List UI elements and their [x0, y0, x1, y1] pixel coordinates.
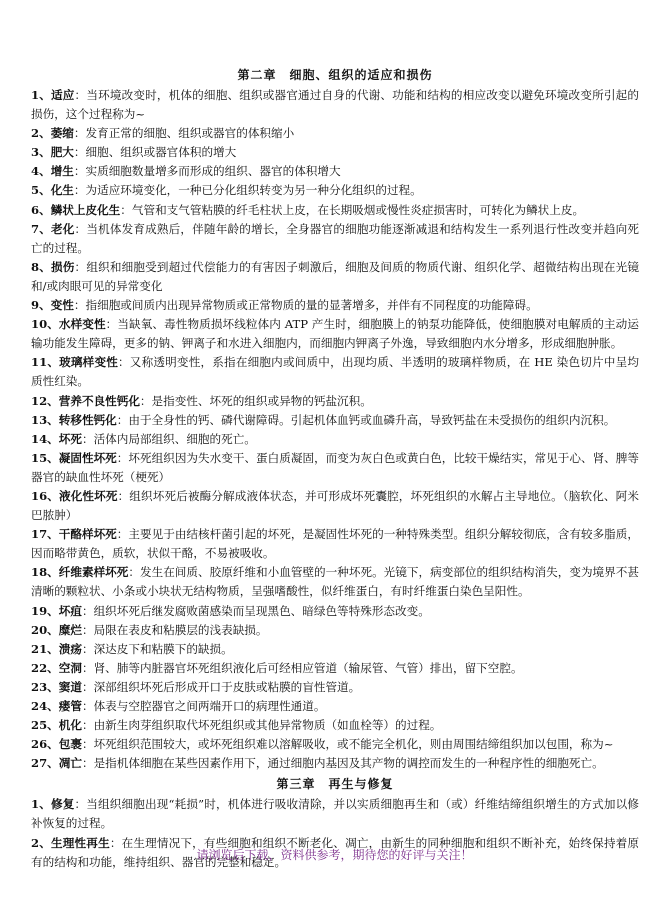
- definition-entry: 1、适应：当环境改变时，机体的细胞、组织或器官通过自身的代谢、功能和结构的相应改变以避免环境改变所引起的损伤，这个过程称为~: [31, 88, 639, 122]
- entry-number: 16: [31, 488, 48, 503]
- entry-term: 糜烂: [58, 622, 82, 637]
- chapter-2-entries: [31, 86, 639, 773]
- entry-term: 纤维素样坏死: [58, 565, 129, 580]
- entry-term: 肥大: [50, 145, 74, 160]
- entry-text: 发生在间质、胶原纤维和小血管壁的一种坏死。光镜下，病变部位的组织结构消失，变为境界不甚清晰的颗粒状、小条或小块状无结构物质，呈强嗜酸性，似纤维蛋白，有时纤维蛋白染色呈阳性。: [31, 565, 639, 599]
- entry-number: 14: [31, 431, 48, 446]
- entry-term: 玻璃样变性: [59, 355, 119, 370]
- entry-text: 组织坏死后继发腐败菌感染而呈现黑色、暗绿色等特殊形态改变。: [93, 603, 430, 618]
- entry-number: 9: [31, 298, 40, 313]
- entry-text: 深达皮下和粘膜下的缺损。: [93, 641, 233, 656]
- definition-entry: 25、机化：由新生肉芽组织取代坏死组织或其他异常物质（如血栓等）的过程。: [31, 718, 442, 733]
- definition-entry: 5、化生：为适应环境变化，一种已分化组织转变为另一种分化组织的过程。: [31, 183, 422, 198]
- entry-number: 1: [31, 88, 40, 102]
- definition-entry: 1、修复：当组织细胞出现“耗损”时，机体进行吸收清除，并以实质细胞再生和（或）纤维结缔组织增生的方式加以修补恢复的过程。: [31, 797, 639, 831]
- definition-entry: 23、窦道：深部组织坏死后形成开口于皮肤或粘膜的盲性管道。: [31, 679, 361, 694]
- definition-entry: 12、营养不良性钙化：是指变性、坏死的组织或异物的钙盐沉积。: [31, 393, 372, 408]
- entry-text: 深部组织坏死后形成开口于皮肤或粘膜的盲性管道。: [93, 679, 361, 694]
- definition-entry: 18、纤维素样坏死：发生在间质、胶原纤维和小血管壁的一种坏死。光镜下，病变部位的组织结构消失，变为境界不甚清晰的颗粒状、小条或小块状无结构物质，呈强嗜酸性，似纤维蛋白，有时纤维蛋白染色呈阳性。: [31, 565, 639, 599]
- document-page: [31, 64, 639, 872]
- entry-text: 当组织细胞出现“耗损”时，机体进行吸收清除，并以实质细胞再生和（或）纤维结缔组织增生的方式加以修补恢复的过程。: [31, 797, 639, 831]
- entry-text: 当缺氧、毒性物质损坏线粒体内 ATP 产生时，细胞膜上的钠泵功能降低，使细胞膜对电解质的主动运输功能发生障碍，更多的钠、钾离子和水进入细胞内，而细胞内钾离子外逸，导致细胞内水分增多，形成细胞肿胀。: [31, 317, 639, 351]
- footer-note: 请浏览后下载，资料供参考，期待您的好评与关注！: [196, 848, 473, 862]
- entry-text: 指细胞或间质内出现异常物质或正常物质的量的显著增多，并伴有不同程度的功能障碍。: [85, 298, 538, 313]
- entry-text: 坏死组织范围较大，或坏死组织难以溶解吸收，或不能完全机化，则由周围结缔组织加以包围，称为~: [93, 737, 614, 752]
- definition-entry: 6、鳞状上皮化生：气管和支气管粘膜的纤毛柱状上皮，在长期吸烟或慢性炎症损害时，可转化为鳞状上皮。: [31, 202, 585, 217]
- entry-term: 窦道: [58, 679, 82, 694]
- definition-entry: 8、损伤：组织和细胞受到超过代偿能力的有害因子刺激后，细胞及间质的物质代谢、组织化学、超微结构出现在光镜和/或肉眼可见的异常变化: [31, 259, 639, 293]
- definition-entry: 17、干酪样坏死：主要见于由结核杆菌引起的坏死，是凝固性坏死的一种特殊类型。组织分解较彻底，含有较多脂质，因而略带黄色，质软，状似干酪，不易被吸收。: [31, 527, 639, 561]
- entry-number: 2: [31, 126, 40, 141]
- entry-term: 萎缩: [50, 126, 74, 141]
- entry-text: 活体内局部组织、细胞的死亡。: [93, 431, 256, 446]
- entry-text: 当机体发育成熟后，伴随年龄的增长，全身器官的细胞功能逐渐减退和结构发生一系列退行性改变并趋向死亡的过程。: [31, 221, 639, 255]
- definition-entry: 24、瘘管：体表与空腔器官之间两端开口的病理性通道。: [31, 699, 326, 713]
- definition-entry: 16、液化性坏死：组织坏死后被酶分解成液体状态，并可形成坏死囊腔，坏死组织的水解占主导地位。（脑软化、阿米巴脓肿）: [31, 488, 639, 523]
- definition-entry: 13、转移性钙化：由于全身性的钙、磷代谢障碍。引起机体血钙或血磷升高，导致钙盐在未受损伤的组织内沉积。: [31, 412, 616, 427]
- entry-term: 变性: [50, 298, 74, 313]
- entry-number: 6: [31, 202, 40, 217]
- entry-text: 由于全身性的钙、磷代谢障碍。引起机体血钙或血磷升高，导致钙盐在未受损伤的组织内沉积。: [128, 412, 616, 427]
- chapter-3-title: 第三章 再生与修复: [276, 777, 394, 792]
- entry-number: 3: [31, 145, 40, 160]
- entry-text: 局限在表皮和粘膜层的浅表缺损。: [93, 622, 268, 637]
- definition-entry: 27、凋亡：是指机体细胞在某些因素作用下，通过细胞内基因及其产物的调控而发生的一种程序性的细胞死亡。: [31, 756, 604, 771]
- entry-term: 适应: [51, 88, 75, 102]
- entry-term: 修复: [51, 797, 75, 812]
- definition-entry: 10、水样变性：当缺氧、毒性物质损坏线粒体内 ATP 产生时，细胞膜上的钠泵功能降低，使细胞膜对电解质的主动运输功能发生障碍，更多的钠、钾离子和水进入细胞内，而细胞内钾离子外逸，导致细胞内水分增多，形成细胞肿胀。: [31, 317, 639, 351]
- entry-text: 是指变性、坏死的组织或异物的钙盐沉积。: [151, 393, 372, 408]
- entry-number: 15: [31, 450, 48, 465]
- entry-term: 生理性再生: [51, 835, 110, 850]
- entry-text: 体表与空腔器官之间两端开口的病理性通道。: [93, 699, 326, 713]
- entry-term: 老化: [51, 221, 75, 236]
- definition-entry: 2、萎缩：发育正常的细胞、组织或器官的体积缩小: [31, 126, 295, 141]
- entry-text: 为适应环境变化，一种已分化组织转变为另一种分化组织的过程。: [85, 183, 422, 198]
- entry-number: 13: [31, 412, 48, 427]
- entry-text: 发育正常的细胞、组织或器官的体积缩小: [85, 126, 295, 141]
- entry-text: 细胞、组织或器官体积的增大: [85, 145, 237, 160]
- entry-term: 增生: [50, 164, 74, 179]
- entry-term: 溃疡: [58, 641, 82, 656]
- definition-entry: 19、坏疽：组织坏死后继发腐败菌感染而呈现黑色、暗绿色等特殊形态改变。: [31, 603, 430, 618]
- entry-number: 2: [31, 835, 40, 850]
- definition-entry: 9、变性：指细胞或间质内出现异常物质或正常物质的量的显著增多，并伴有不同程度的功能障碍。: [31, 298, 538, 313]
- entry-term: 鳞状上皮化生: [50, 202, 121, 217]
- entry-term: 凝固性坏死: [58, 450, 117, 465]
- entry-term: 包裹: [58, 737, 82, 752]
- entry-number: 23: [31, 679, 48, 694]
- entry-number: 8: [31, 259, 40, 274]
- definition-entry: 4、增生：实质细胞数量增多而形成的组织、器官的体积增大: [31, 164, 341, 179]
- entry-term: 损伤: [51, 259, 75, 274]
- entry-term: 水样变性: [58, 317, 106, 332]
- definition-entry: 11、玻璃样变性：又称透明变性，系指在细胞内或间质中，出现均质、半透明的玻璃样物质，在 HE 染色切片中呈均质性红染。: [31, 355, 639, 389]
- entry-number: 22: [31, 660, 48, 675]
- entry-text: 是指机体细胞在某些因素作用下，通过细胞内基因及其产物的调控而发生的一种程序性的细胞死亡。: [93, 756, 604, 771]
- entry-text: 气管和支气管粘膜的纤毛柱状上皮，在长期吸烟或慢性炎症损害时，可转化为鳞状上皮。: [131, 202, 585, 217]
- definition-entry: 7、老化：当机体发育成熟后，伴随年龄的增长，全身器官的细胞功能逐渐减退和结构发生一系列退行性改变并趋向死亡的过程。: [31, 221, 639, 255]
- entry-number: 27: [31, 756, 48, 771]
- entry-number: 12: [31, 393, 48, 408]
- entry-number: 18: [31, 565, 48, 580]
- entry-number: 25: [31, 718, 48, 733]
- entry-text: 在生理情况下，有些细胞和组织不断老化、凋亡，由新生的同种细胞和组织不断补充，始终保持着原有的结构和功能，维持组织、器官的完整和稳定。: [31, 835, 639, 869]
- chapter-2-title: 第二章 细胞、组织的适应和损伤: [237, 68, 433, 82]
- entry-number: 10: [31, 317, 48, 332]
- definition-entry: 22、空洞：肾、肺等内脏器官坏死组织液化后可经相应管道（输尿管、气管）排出，留下空腔。: [31, 660, 523, 675]
- entry-text: 组织坏死后被酶分解成液体状态，并可形成坏死囊腔，坏死组织的水解占主导地位。（脑软化、阿米巴脓肿）: [31, 488, 639, 523]
- entry-number: 20: [31, 622, 48, 637]
- entry-text: 组织和细胞受到超过代偿能力的有害因子刺激后，细胞及间质的物质代谢、组织化学、超微结构出现在光镜和/或肉眼可见的异常变化: [31, 259, 639, 293]
- entry-number: 7: [31, 221, 40, 236]
- entry-term: 瘘管: [58, 699, 82, 713]
- definition-entry: 2、生理性再生：在生理情况下，有些细胞和组织不断老化、凋亡，由新生的同种细胞和组织不断补充，始终保持着原有的结构和功能，维持组织、器官的完整和稳定。: [31, 835, 639, 869]
- entry-text: 当环境改变时，机体的细胞、组织或器官通过自身的代谢、功能和结构的相应改变以避免环境改变所引起的损伤，这个过程称为~: [31, 88, 639, 122]
- entry-term: 营养不良性钙化: [58, 393, 140, 408]
- entry-number: 1: [31, 797, 40, 812]
- entry-term: 坏死: [58, 431, 82, 446]
- entry-term: 坏疽: [58, 603, 82, 618]
- definition-entry: 26、包裹：坏死组织范围较大，或坏死组织难以溶解吸收，或不能完全机化，则由周围结缔组织加以包围，称为~: [31, 737, 614, 752]
- entry-term: 转移性钙化: [58, 412, 117, 427]
- entry-term: 化生: [50, 183, 74, 198]
- definition-entry: 21、溃疡：深达皮下和粘膜下的缺损。: [31, 641, 233, 656]
- entry-text: 主要见于由结核杆菌引起的坏死，是凝固性坏死的一种特殊类型。组织分解较彻底，含有较多脂质，因而略带黄色，质软，状似干酪，不易被吸收。: [31, 527, 639, 561]
- entry-text: 又称透明变性，系指在细胞内或间质中，出现均质、半透明的玻璃样物质，在 HE 染色切片中呈均质性红染。: [31, 355, 639, 389]
- entry-text: 坏死组织因为失水变干、蛋白质凝固，而变为灰白色或黄白色，比较干燥结实，常见于心、肾、脾等器官的缺血性坏死（梗死）: [31, 450, 639, 484]
- entry-number: 26: [31, 737, 48, 752]
- entry-term: 空洞: [58, 660, 82, 675]
- definition-entry: 3、肥大：细胞、组织或器官体积的增大: [31, 145, 237, 160]
- entry-number: 19: [31, 603, 48, 618]
- entry-number: 24: [31, 699, 48, 713]
- entry-text: 由新生肉芽组织取代坏死组织或其他异常物质（如血栓等）的过程。: [93, 718, 442, 733]
- definition-entry: 20、糜烂：局限在表皮和粘膜层的浅表缺损。: [31, 622, 268, 637]
- definition-entry: 15、凝固性坏死：坏死组织因为失水变干、蛋白质凝固，而变为灰白色或黄白色，比较干燥结实，常见于心、肾、脾等器官的缺血性坏死（梗死）: [31, 450, 639, 484]
- entry-text: 实质细胞数量增多而形成的组织、器官的体积增大: [85, 164, 341, 179]
- entry-term: 液化性坏死: [58, 488, 118, 503]
- entry-number: 21: [31, 641, 48, 656]
- definition-entry: 14、坏死：活体内局部组织、细胞的死亡。: [31, 431, 256, 446]
- entry-number: 5: [31, 183, 40, 198]
- entry-term: 机化: [58, 718, 82, 733]
- entry-number: 11: [31, 355, 48, 370]
- entry-number: 17: [31, 527, 48, 542]
- entry-text: 肾、肺等内脏器官坏死组织液化后可经相应管道（输尿管、气管）排出，留下空腔。: [93, 660, 523, 675]
- entry-term: 干酪样坏死: [58, 527, 117, 542]
- entry-term: 凋亡: [58, 756, 82, 771]
- entry-number: 4: [31, 164, 40, 179]
